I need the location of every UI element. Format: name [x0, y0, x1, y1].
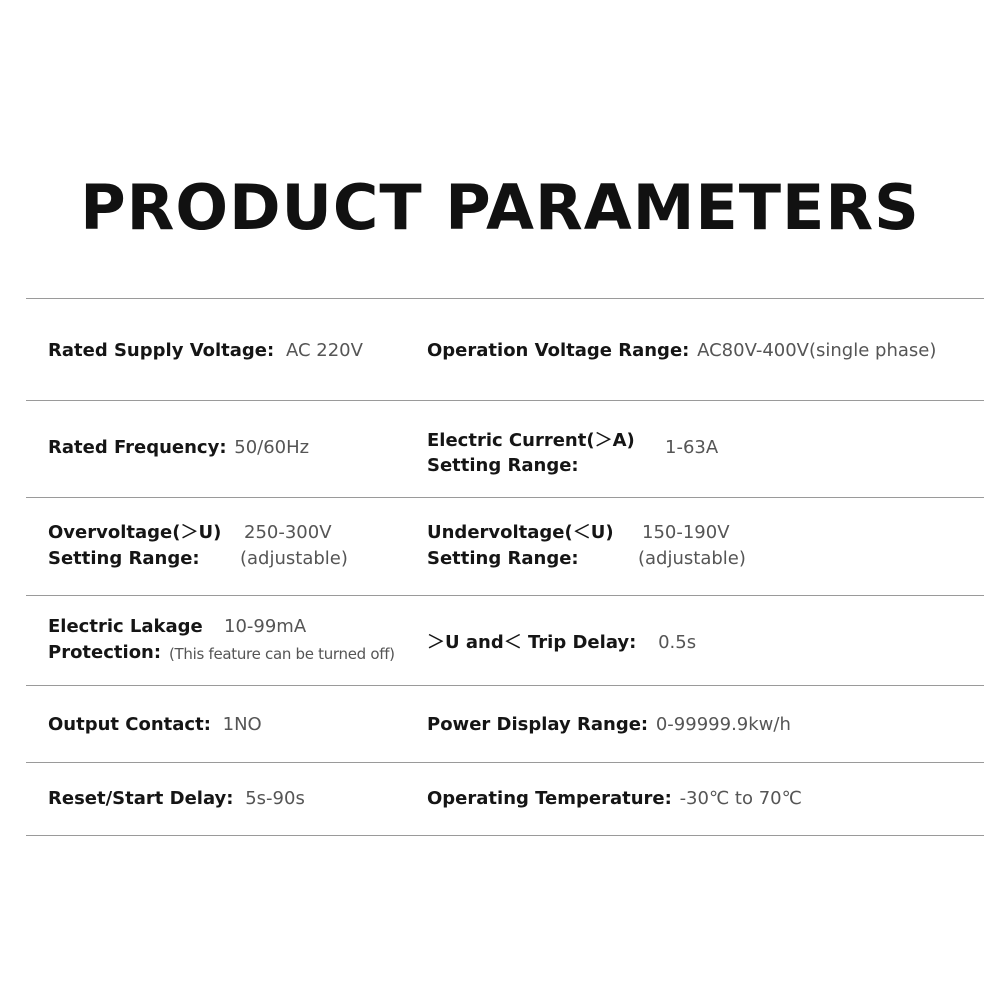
param-label: Reset/Start Delay: — [48, 788, 234, 809]
param-value: 250-300V — [244, 522, 332, 543]
param-label: Setting Range: — [48, 548, 200, 569]
param-label: Setting Range: — [427, 548, 579, 569]
param-label: Output Contact: — [48, 714, 211, 735]
param-label: Electric Current(＞A) — [427, 430, 635, 451]
divider — [26, 685, 984, 686]
param-label: Undervoltage(＜U) — [427, 522, 614, 543]
param-label: Overvoltage(＞U) — [48, 522, 222, 543]
param-label: Protection: — [48, 642, 162, 663]
param-reset-start-delay — [48, 786, 305, 812]
param-note: (adjustable) — [638, 548, 746, 569]
param-value: AC 220V — [285, 340, 363, 361]
param-label: Power Display Range: — [427, 714, 649, 735]
param-operation-voltage-range — [427, 338, 936, 364]
param-label: Rated Supply Voltage: — [48, 340, 275, 361]
param-value: 5s-90s — [245, 788, 305, 809]
param-rated-frequency — [48, 435, 309, 461]
divider — [26, 835, 984, 836]
param-value: 1-63A — [665, 437, 719, 458]
param-value: 10-99mA — [224, 616, 307, 637]
divider — [26, 762, 984, 763]
param-value: 150-190V — [642, 522, 730, 543]
param-note: (adjustable) — [240, 548, 348, 569]
param-label: Rated Frequency: — [48, 437, 227, 458]
param-value: 0.5s — [658, 632, 697, 653]
page-title: PRODUCT PARAMETERS — [80, 171, 920, 244]
param-label: Operating Temperature: — [427, 788, 672, 809]
divider — [26, 298, 984, 299]
param-output-contact — [48, 712, 262, 738]
divider — [26, 400, 984, 401]
param-label: Operation Voltage Range: — [427, 340, 690, 361]
param-note: (This feature can be turned off) — [169, 645, 395, 663]
param-value: -30℃ to 70℃ — [679, 788, 802, 809]
param-label: Setting Range: — [427, 455, 579, 476]
param-rated-supply-voltage — [48, 338, 363, 364]
param-power-display-range — [427, 712, 791, 738]
param-value: 50/60Hz — [234, 437, 310, 458]
param-value: AC80V-400V(single phase) — [697, 340, 937, 361]
divider — [26, 497, 984, 498]
param-value: 1NO — [222, 714, 262, 735]
param-label: ＞U and＜ Trip Delay: — [427, 632, 637, 653]
divider — [26, 595, 984, 596]
param-value: 0-99999.9kw/h — [655, 714, 791, 735]
param-operating-temperature — [427, 786, 802, 812]
param-label: Electric Lakage — [48, 616, 203, 637]
param-trip-delay — [427, 630, 696, 656]
